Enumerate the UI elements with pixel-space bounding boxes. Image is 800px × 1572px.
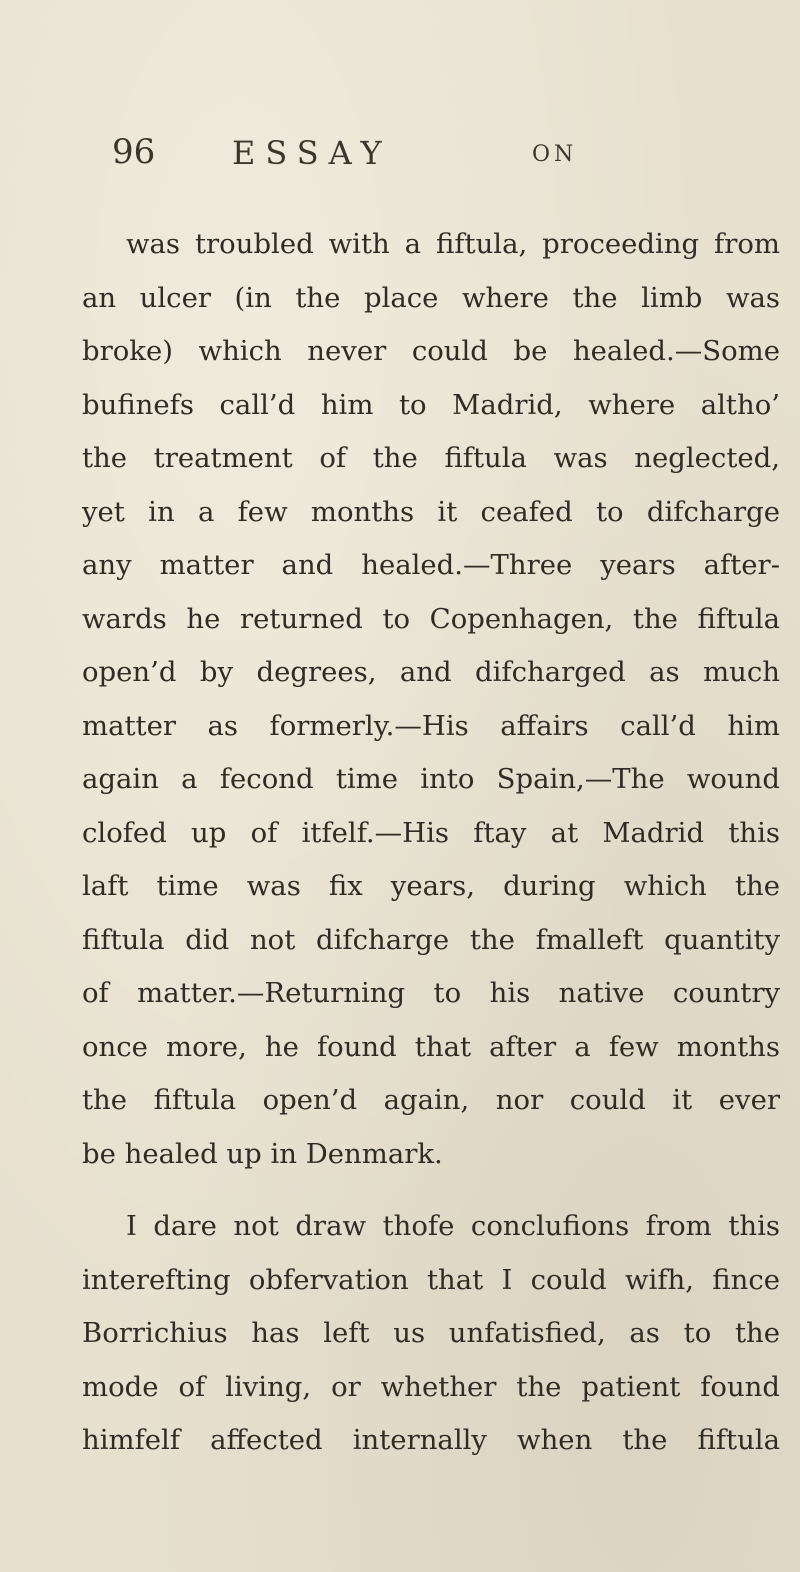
running-head-on: ON	[532, 142, 578, 167]
page-number: 96	[112, 132, 156, 172]
paragraph-2	[60, 1200, 780, 1468]
paragraph-1	[60, 218, 780, 1181]
text-line: of matter.—Returning to his native country	[82, 977, 780, 1009]
text-line: bufinefs call’d him to Madrid, where altho’	[82, 388, 780, 421]
text-line: was troubled with a fiftula, proceeding from	[126, 228, 780, 260]
text-line: mode of living, or whether the patient found	[82, 1370, 780, 1403]
text-line: open’d by degrees, and difcharged as much	[82, 656, 780, 688]
text-line: himfelf affected internally when the fiftula	[82, 1424, 780, 1456]
running-head: ESSAY	[232, 134, 392, 172]
text-line: broke) which never could be healed.—Some	[82, 335, 780, 367]
text-line: the fiftula open’d again, nor could it ever	[82, 1084, 780, 1116]
text-line: Borrichius has left us unfatisfied, as to the	[82, 1317, 780, 1349]
text-line: any matter and healed.—Three years after-	[82, 549, 780, 581]
text-line: interefting obfervation that I could wifh, fince	[82, 1263, 780, 1296]
text-line: wards he returned to Copenhagen, the fiftula	[82, 602, 780, 635]
text-line: again a fecond time into Spain,—The wound	[82, 763, 780, 795]
text-line: laft time was fix years, during which the	[82, 870, 780, 902]
text-line: be healed up in Denmark.	[82, 1137, 443, 1170]
text-line: matter as formerly.—His affairs call’d him	[82, 709, 780, 742]
text-line: an ulcer (in the place where the limb was	[82, 281, 780, 314]
text-line: the treatment of the fiftula was neglected,	[82, 442, 780, 474]
text-line: once more, he found that after a few months	[82, 1030, 780, 1063]
text-line: yet in a few months it ceafed to difcharge	[82, 495, 780, 528]
text-line: I dare not draw thofe conclufions from this	[126, 1210, 780, 1242]
page-header	[112, 132, 712, 182]
text-line: clofed up of itfelf.—His ftay at Madrid this	[82, 816, 780, 849]
text-line: fiftula did not difcharge the fmalleft quantity	[82, 923, 780, 956]
